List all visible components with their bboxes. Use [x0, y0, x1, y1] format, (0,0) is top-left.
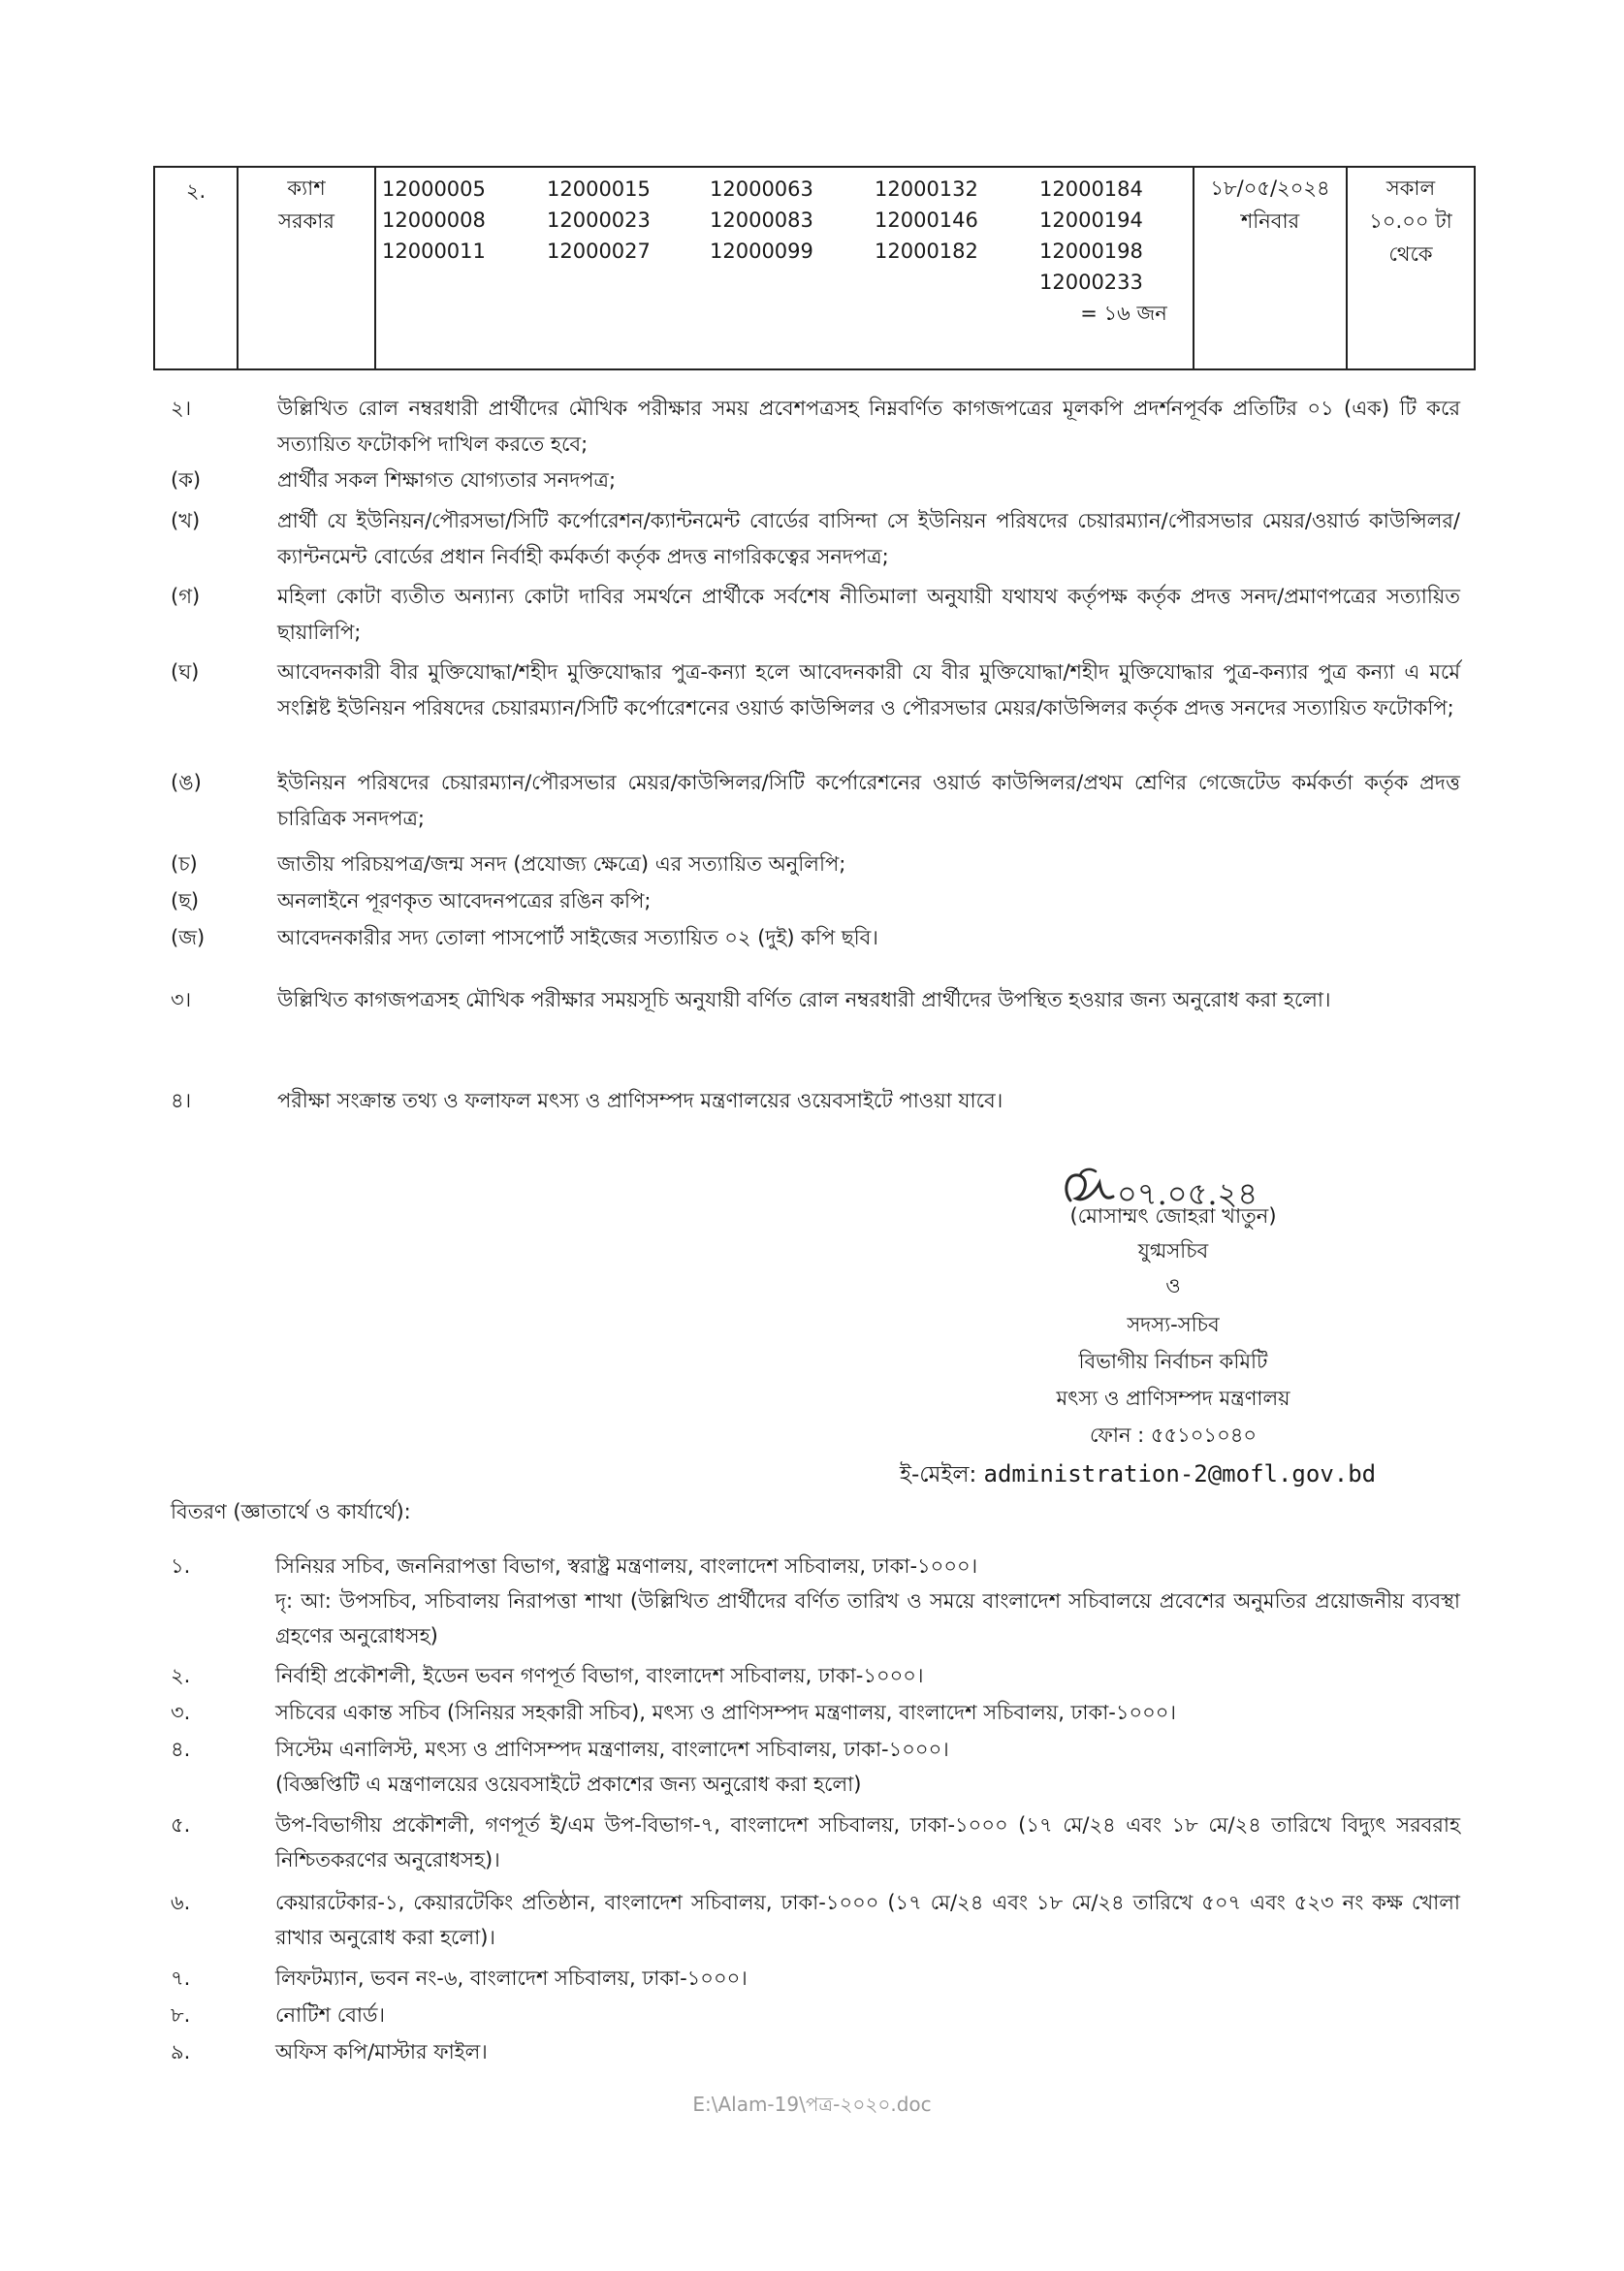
section-item — [171, 765, 1460, 837]
item-number: ৬. — [171, 1891, 191, 1914]
section-item — [171, 847, 1460, 882]
distribution-item — [171, 2034, 1460, 2069]
item-text: লিফটম্যান, ভবন নং-৬, বাংলাদেশ সচিবালয়, ঢাকা-১০০০। — [275, 1967, 748, 1990]
section-number: (খ) — [171, 509, 201, 532]
item-text: সিস্টেম এনালিস্ট, মৎস্য ও প্রাণিসম্পদ মন্ত্রণালয়, বাংলাদেশ সচিবালয়, ঢাকা-১০০০। — [275, 1738, 949, 1761]
section-text: মহিলা কোটা ব্যতীত অন্যান্য কোটা দাবির সমর্থনে প্রার্থীকে সর্বশেষ নীতিমালা অনুযায়ী যথাযথ কর্তৃপক্ষ কর্তৃক প্রদত্ত সনদ/প্রমাণপত্রের সত্যায়িত ছায়ালিপি; — [277, 585, 1460, 644]
signatory-role: সদস্য-সচিব — [1127, 1313, 1220, 1336]
signatory-phone: ফোন : ৫৫১০১০৪০ — [1089, 1423, 1257, 1447]
roll-total: = ১৬ জন — [1080, 302, 1167, 325]
roll-column — [710, 174, 875, 298]
section-item — [171, 503, 1460, 575]
roll-column — [875, 174, 1039, 298]
section-text: প্রার্থী যে ইউনিয়ন/পৌরসভা/সিটি কর্পোরেশন/ক্যান্টনমেন্ট বোর্ডের বাসিন্দা সে ইউনিয়ন পরিষদের চেয়ারম্যান/পৌরসভার মেয়র/ওয়ার্ড কাউন্সিলর/ক্যান্টনমেন্ট বোর্ডের প্রধান নির্বাহী কর্মকর্তা কর্তৃক প্রদত্ত নাগরিকত্বের সনদপত্র; — [277, 509, 1460, 568]
file-path-footer: E:\Alam-19\পত্র-২০২০.doc — [692, 2093, 932, 2116]
roll-column — [547, 174, 710, 298]
roll-number: 12000023 — [547, 208, 651, 232]
distribution-item — [171, 1961, 1460, 1996]
section-text: পরীক্ষা সংক্রান্ত তথ্য ও ফলাফল মৎস্য ও প্রাণিসম্পদ মন্ত্রণালয়ের ওয়েবসাইটে পাওয়া যাবে। — [277, 1089, 1003, 1112]
post-line: সরকার — [278, 209, 334, 233]
signatory-name: (মোসাম্মৎ জোহরা খাতুন) — [1069, 1204, 1277, 1228]
item-number: ১. — [171, 1554, 191, 1578]
signatory-designation: যুগ্মসচিব — [1137, 1239, 1209, 1263]
section-number: (ছ) — [171, 889, 200, 912]
section-item — [171, 391, 1460, 463]
item-number: ৪. — [171, 1738, 191, 1761]
roll-number: 12000184 — [1039, 177, 1143, 201]
section-number: ৪। — [171, 1089, 192, 1112]
roll-column — [1039, 174, 1204, 298]
roll-number: 12000194 — [1039, 208, 1143, 232]
section-text: জাতীয় পরিচয়পত্র/জন্ম সনদ (প্রযোজ্য ক্ষেত্রে) এর সত্যায়িত অনুলিপি; — [277, 852, 846, 876]
section-item — [171, 655, 1460, 726]
section-text: ইউনিয়ন পরিষদের চেয়ারম্যান/পৌরসভার মেয়র/কাউন্সিলর/সিটি কর্পোরেশনের ওয়ার্ড কাউন্সিলর/প্রথম শ্রেণির গেজেটেড কর্মকর্তা কর্তৃক প্রদত্ত চারিত্রিক সনদপত্র; — [277, 771, 1460, 830]
time-line: থেকে — [1388, 242, 1433, 266]
roll-number: 12000233 — [1039, 271, 1143, 294]
post-line: ক্যাশ — [287, 176, 326, 200]
item-text: সচিবের একান্ত সচিব (সিনিয়র সহকারী সচিব), মৎস্য ও প্রাণিসম্পদ মন্ত্রণালয়, বাংলাদেশ সচিবালয়, ঢাকা-১০০০। — [275, 1701, 1176, 1724]
roll-number: 12000011 — [382, 240, 486, 263]
distribution-item — [171, 1885, 1460, 1955]
section-item — [171, 982, 1460, 1018]
item-number: ৭. — [171, 1967, 191, 1990]
distribution-item — [171, 1549, 1460, 1653]
roll-number: 12000005 — [382, 177, 486, 201]
section-item — [171, 883, 1460, 919]
distribution-item — [171, 1998, 1460, 2032]
section-item — [171, 920, 1460, 956]
item-number: ৯. — [171, 2040, 191, 2063]
email-label: ই-মেইল: — [900, 1462, 977, 1487]
roll-table — [153, 166, 1476, 370]
roll-number: 12000132 — [875, 177, 978, 201]
section-number: (গ) — [171, 585, 201, 608]
section-number: (জ) — [171, 926, 206, 949]
item-subtext: (বিজ্ঞপ্তিটি এ মন্ত্রণালয়ের ওয়েবসাইটে প্রকাশের জন্য অনুরোধ করা হলো) — [275, 1773, 862, 1796]
signatory-email — [900, 1456, 1376, 1494]
date-cell — [1194, 167, 1347, 369]
roll-number: 12000015 — [547, 177, 651, 201]
table-row — [154, 167, 1475, 369]
distribution-item — [171, 1695, 1460, 1730]
section-number: (চ) — [171, 852, 198, 876]
signatory-committee: বিভাগীয় নির্বাচন কমিটি — [1078, 1350, 1268, 1373]
distribution-title: বিতরণ (জ্ঞাতার্থে ও কার্যার্থে): — [171, 1500, 411, 1523]
exam-day: শনিবার — [1240, 209, 1300, 233]
roll-numbers-cell — [375, 167, 1194, 369]
section-text: উল্লিখিত রোল নম্বরধারী প্রার্থীদের মৌখিক পরীক্ষার সময় প্রবেশপত্রসহ নিম্নবর্ণিত কাগজপত্রের মূলকপি প্রদর্শনপূর্বক প্রতিটির ০১ (এক) টি করে সত্যায়িত ফটোকপি দাখিল করতে হবে; — [277, 397, 1460, 456]
signatory-ministry: মৎস্য ও প্রাণিসম্পদ মন্ত্রণালয় — [1056, 1387, 1290, 1410]
post-cell — [238, 167, 375, 369]
item-text: নোটিশ বোর্ড। — [275, 2003, 385, 2027]
distribution-item — [171, 1807, 1460, 1877]
section-number: ৩। — [171, 988, 192, 1011]
section-number: (ক) — [171, 468, 202, 492]
roll-number: 12000063 — [710, 177, 813, 201]
roll-number: 12000182 — [875, 240, 978, 263]
time-cell — [1347, 167, 1475, 369]
section-text: প্রার্থীর সকল শিক্ষাগত যোগ্যতার সনদপত্র; — [277, 468, 617, 492]
section-number: (ঘ) — [171, 660, 200, 684]
signature-date: ০৭.০৫.২৪ — [1117, 1175, 1258, 1212]
serial-cell: ২. — [154, 167, 238, 369]
item-text: কেয়ারটেকার-১, কেয়ারটেকিং প্রতিষ্ঠান, বাংলাদেশ সচিবালয়, ঢাকা-১০০০ (১৭ মে/২৪ এবং ১৮ মে/২৪ তারিখে ৫০৭ এবং ৫২৩ নং কক্ষ খোলা রাখার অনুরোধ করা হলো)। — [275, 1891, 1460, 1949]
roll-number: 12000099 — [710, 240, 813, 263]
signatory-conjunction: ও — [1165, 1274, 1181, 1297]
section-number: (ঙ) — [171, 771, 202, 794]
roll-number: 12000083 — [710, 208, 813, 232]
time-line: ১০.০০ টা — [1369, 209, 1452, 233]
item-text: উপ-বিভাগীয় প্রকৌশলী, গণপূর্ত ই/এম উপ-বিভাগ-৭, বাংলাদেশ সচিবালয়, ঢাকা-১০০০ (১৭ মে/২৪ এবং ১৮ মে/২৪ তারিখে বিদ্যুৎ সরবরাহ নিশ্চিতকরণের অনুরোধসহ)। — [275, 1813, 1460, 1871]
roll-number: 12000198 — [1039, 240, 1143, 263]
item-subtext: দৃ: আ: উপসচিব, সচিবালয় নিরাপত্তা শাখা (উল্লিখিত প্রার্থীদের বর্ণিত তারিখ ও সময়ে বাংলাদেশ সচিবালয়ে প্রবেশের অনুমতির প্রয়োজনীয় ব্যবস্থা গ্রহণের অনুরোধসহ) — [275, 1589, 1460, 1647]
item-number: ৮. — [171, 2003, 191, 2027]
section-item — [171, 463, 1460, 498]
distribution-item — [171, 1658, 1460, 1693]
time-line: সকাল — [1385, 176, 1436, 200]
section-item — [171, 1083, 1460, 1119]
item-text: নির্বাহী প্রকৌশলী, ইডেন ভবন গণপূর্ত বিভাগ, বাংলাদেশ সচিবালয়, ঢাকা-১০০০। — [275, 1664, 924, 1687]
item-number: ৫. — [171, 1813, 191, 1837]
roll-number: 12000146 — [875, 208, 978, 232]
section-text: উল্লিখিত কাগজপত্রসহ মৌখিক পরীক্ষার সময়সূচি অনুযায়ী বর্ণিত রোল নম্বরধারী প্রার্থীদের উপস্থিত হওয়ার জন্য অনুরোধ করা হলো। — [277, 988, 1331, 1011]
section-item — [171, 579, 1460, 651]
item-text: অফিস কপি/মাস্টার ফাইল। — [275, 2040, 488, 2063]
exam-date: ১৮/০৫/২০২৪ — [1210, 176, 1330, 200]
email-address: administration-2@mofl.gov.bd — [983, 1460, 1377, 1487]
section-text: আবেদনকারী বীর মুক্তিযোদ্ধা/শহীদ মুক্তিযোদ্ধার পুত্র-কন্যা হলে আবেদনকারী যে বীর মুক্তিযোদ্ধা/শহীদ মুক্তিযোদ্ধার পুত্র-কন্যার পুত্র কন্যা এ মর্মে সংশ্লিষ্ট ইউনিয়ন পরিষদের চেয়ারম্যান/সিটি কর্পোরেশনের ওয়ার্ড কাউন্সিলর ও পৌরসভার মেয়র/কাউন্সিলর কর্তৃক প্রদত্ত সনদের সত্যায়িত ফটোকপি; — [277, 660, 1460, 720]
roll-number: 12000027 — [547, 240, 651, 263]
section-text: আবেদনকারীর সদ্য তোলা পাসপোর্ট সাইজের সত্যায়িত ০২ (দুই) কপি ছবি। — [277, 926, 878, 949]
item-text: সিনিয়র সচিব, জননিরাপত্তা বিভাগ, স্বরাষ্ট্র মন্ত্রণালয়, বাংলাদেশ সচিবালয়, ঢাকা-১০০০। — [275, 1554, 978, 1578]
item-number: ৩. — [171, 1701, 191, 1724]
roll-number: 12000008 — [382, 208, 486, 232]
section-text: অনলাইনে পূরণকৃত আবেদনপত্রের রঙিন কপি; — [277, 889, 652, 912]
roll-column — [382, 174, 547, 298]
section-number: ২। — [171, 397, 192, 420]
item-number: ২. — [171, 1664, 191, 1687]
distribution-item — [171, 1732, 1460, 1802]
